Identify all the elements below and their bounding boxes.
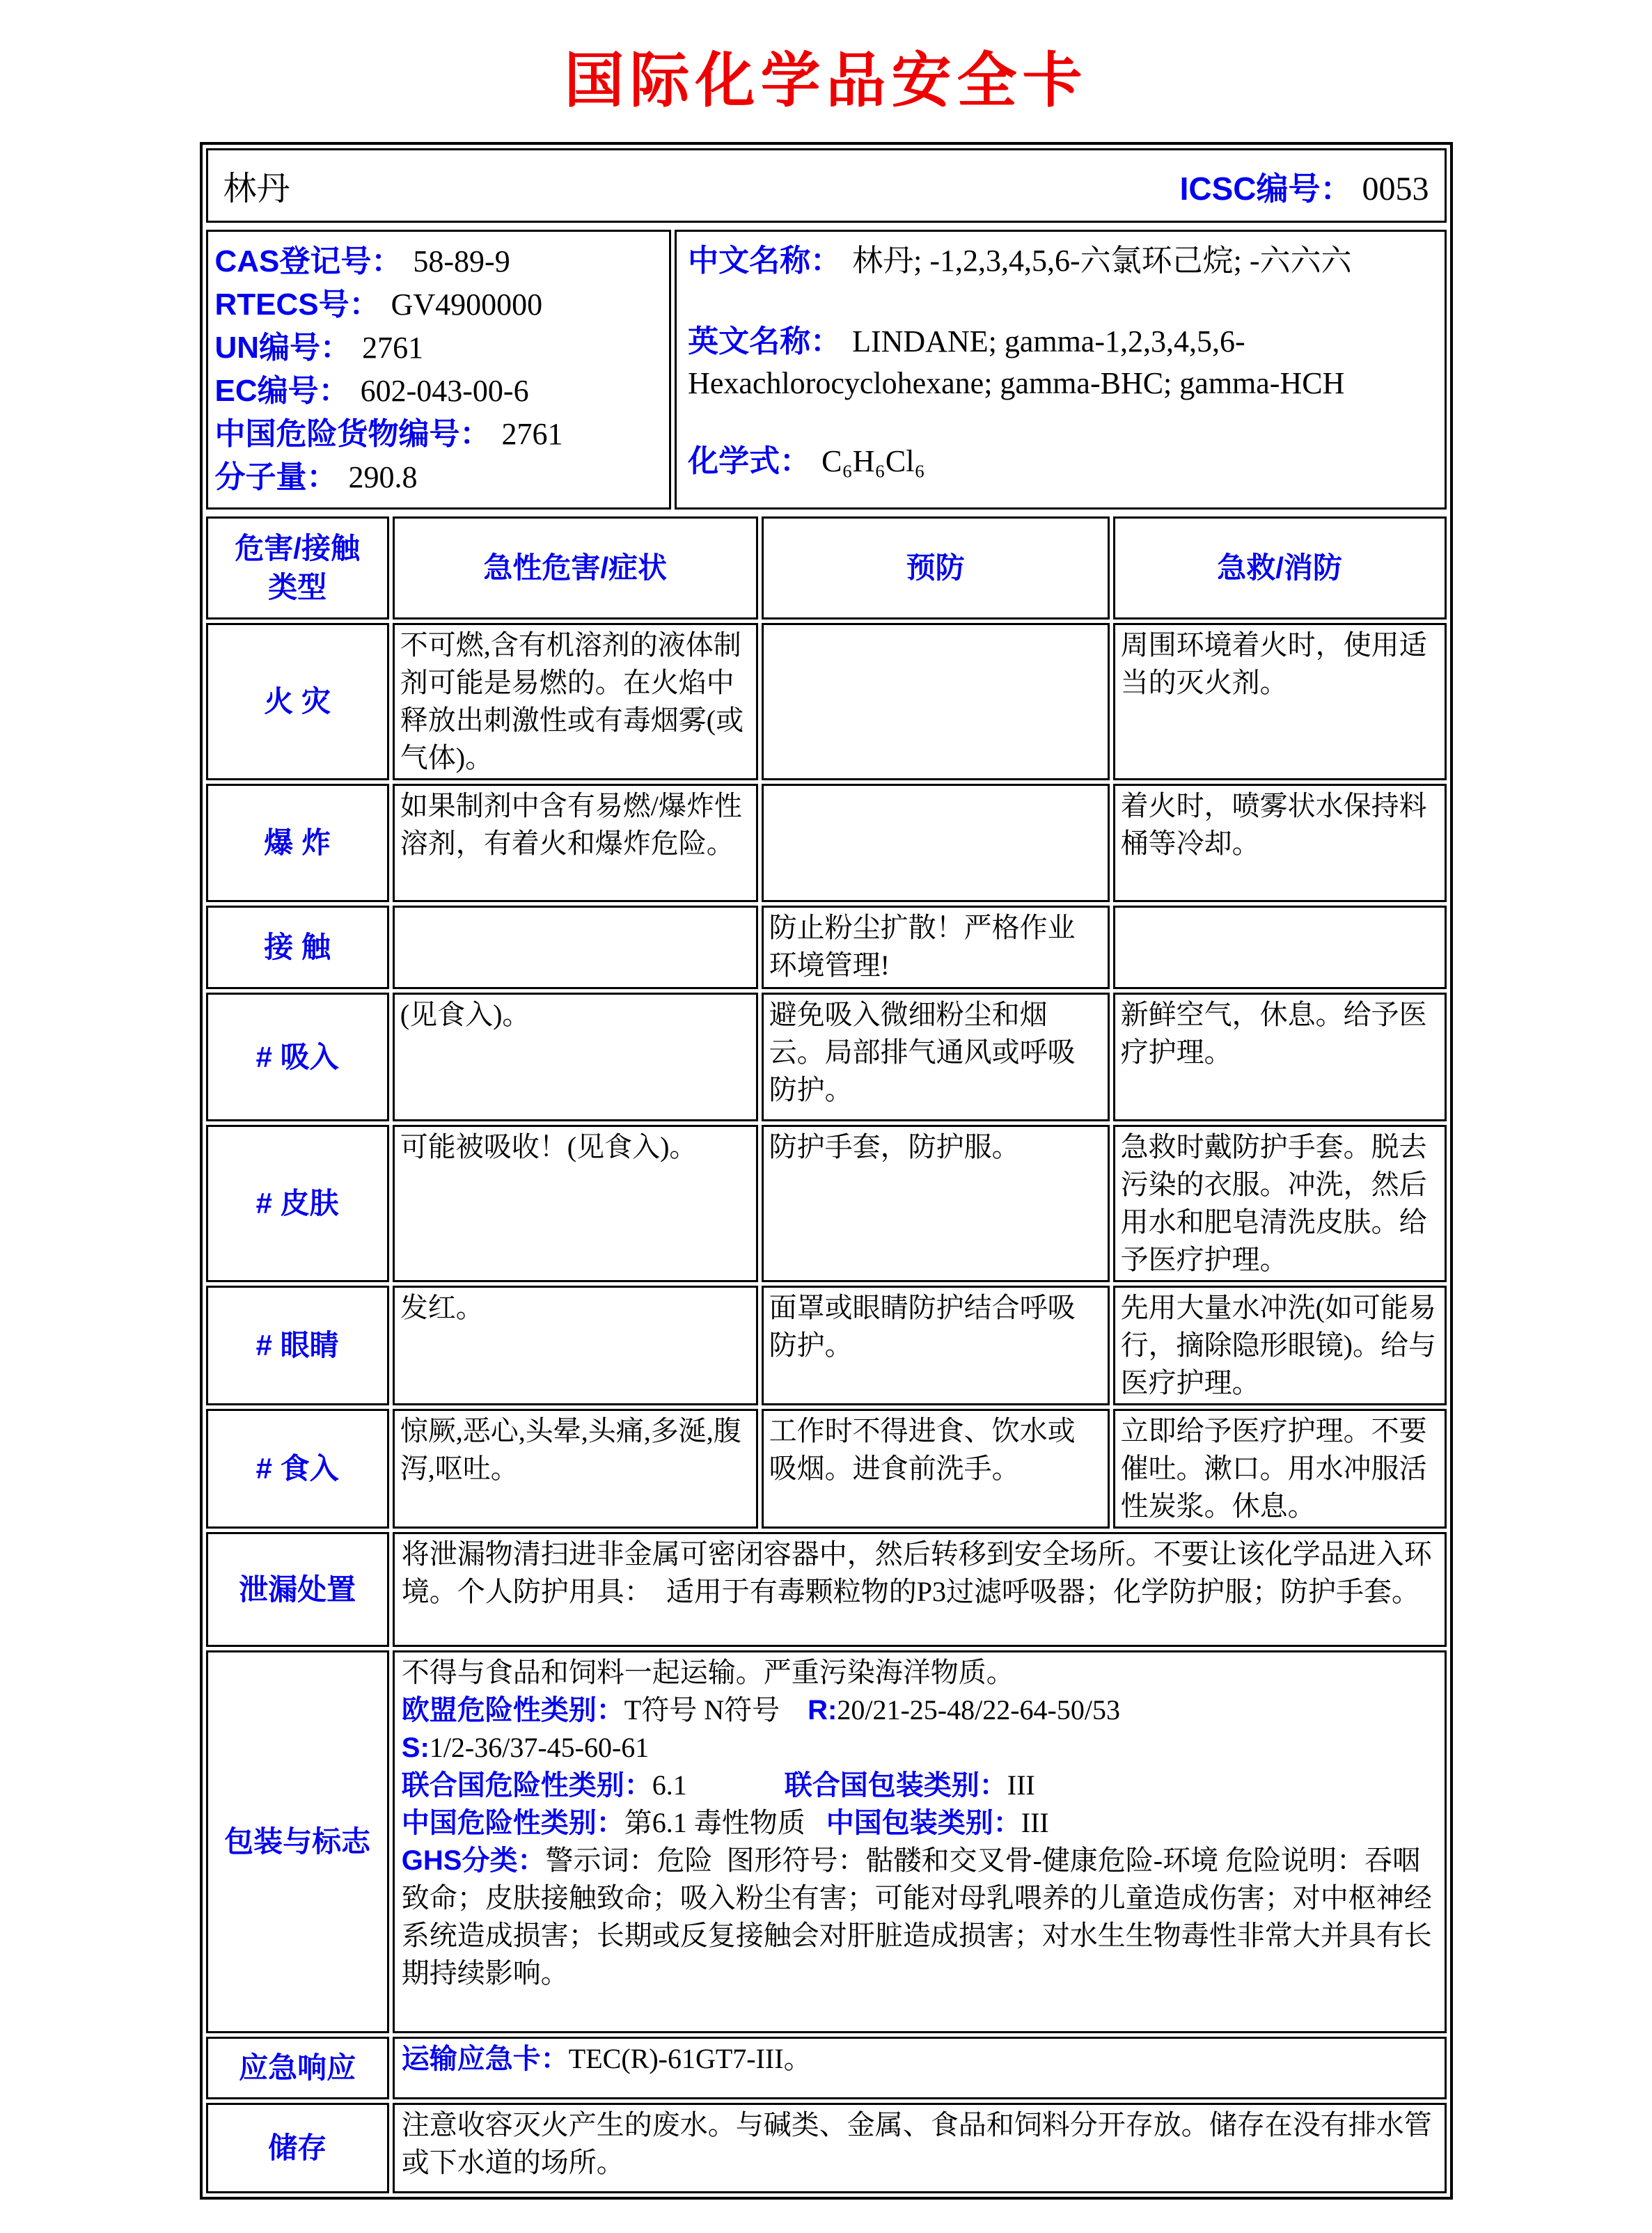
row-exposure-symptoms [393, 906, 758, 989]
row-fire-symptoms: 不可燃,含有机溶剂的液体制剂可能是易燃的。在火焰中释放出刺激性或有毒烟雾(或气体)。 [393, 623, 758, 780]
substance-name: 林丹 [223, 171, 290, 207]
row-eyes [206, 1286, 1447, 1405]
names-cell [675, 230, 1446, 510]
chinese-name-value: 林丹; -1,2,3,4,5,6-六氯环己烷; -六六六 [852, 244, 1352, 278]
row-inhalation-symptoms: (见食入)。 [393, 993, 758, 1121]
row-packaging-label: 包装与标志 [206, 1650, 389, 2033]
page-title: 国际化学品安全卡 [564, 47, 1088, 114]
cas-label: CAS登记号： [214, 244, 402, 278]
formula-label: 化学式： [688, 444, 811, 478]
row-eyes-prevention: 面罩或眼睛防护结合呼吸防护。 [762, 1286, 1110, 1405]
formula-block [688, 441, 1434, 482]
rtecs-value: GV4900000 [391, 287, 543, 322]
row-eyes-firstaid: 先用大量水冲洗(如可能易行，摘除隐形眼镜)。给与医疗护理。 [1113, 1286, 1447, 1405]
row-ingestion-symptoms: 惊厥,恶心,头晕,头痛,多涎,腹泻,呕吐。 [393, 1409, 758, 1529]
molweight-label: 分子量： [214, 460, 338, 494]
icsc-number-group [1180, 164, 1429, 210]
row-spill-content: 将泄漏物清扫进非金属可密闭容器中，然后转移到安全场所。不要让该化学品进入环境。个人防护用具： 适用于有毒颗粒物的P3过滤呼吸器；化学防护服；防护手套。 [393, 1532, 1447, 1647]
chinese-name-label: 中文名称： [688, 244, 842, 278]
english-name-label: 英文名称： [688, 324, 842, 358]
id-row-china-dg [215, 413, 667, 456]
row-fire-prevention [762, 623, 1110, 780]
col-header-firstaid: 急救/消防 [1113, 516, 1447, 620]
row-eyes-symptoms: 发红。 [393, 1286, 758, 1405]
id-row-un [215, 326, 667, 370]
col-header-prevention: 预防 [762, 516, 1110, 620]
row-skin-prevention: 防护手套，防护服。 [762, 1125, 1110, 1282]
row-ingestion-prevention: 工作时不得进食、饮水或吸烟。进食前洗手。 [762, 1409, 1110, 1529]
row-explosion-firstaid: 着火时，喷雾状水保持料桶等冷却。 [1113, 784, 1447, 902]
hazard-table [203, 513, 1450, 2197]
id-row-molweight [215, 456, 667, 499]
molweight-value: 290.8 [348, 460, 418, 494]
col-header-type [206, 516, 389, 620]
row-skin-firstaid: 急救时戴防护手套。脱去污染的衣服。冲洗，然后用水和肥皂清洗皮肤。给予医疗护理。 [1113, 1125, 1447, 1282]
row-ingestion-firstaid: 立即给予医疗护理。不要催吐。漱口。用水冲服活性炭浆。休息。 [1113, 1409, 1447, 1529]
row-exposure [206, 906, 1447, 989]
chinese-name-block [688, 240, 1434, 282]
id-row-cas [215, 240, 667, 283]
row-spill [206, 1532, 1447, 1647]
col-header-type-line2: 类型 [268, 571, 327, 603]
icsc-number-label: ICSC编号： [1179, 171, 1353, 207]
un-value: 2761 [362, 331, 424, 365]
row-exposure-label: 接 触 [206, 906, 389, 989]
row-inhalation-prevention: 避免吸入微细粉尘和烟云。局部排气通风或呼吸防护。 [762, 993, 1110, 1121]
row-explosion-prevention [762, 784, 1110, 902]
row-exposure-firstaid [1113, 906, 1447, 989]
col-header-symptoms: 急性危害/症状 [393, 516, 758, 620]
ec-label: EC编号： [214, 374, 349, 408]
identifiers-cell [206, 230, 672, 510]
row-explosion-label: 爆 炸 [206, 784, 389, 902]
row-fire-label: 火 灾 [206, 623, 389, 780]
china-dg-value: 2761 [501, 417, 563, 451]
row-ingestion-label: # 食入 [206, 1409, 389, 1529]
english-name-value: LINDANE; gamma-1,2,3,4,5,6-Hexachlorocyclohexane; gamma-BHC; gamma-HCH [688, 324, 1345, 400]
hazard-header-row [206, 516, 1447, 620]
row-storage-label: 储存 [206, 2103, 389, 2193]
row-emergency [206, 2037, 1447, 2099]
row-ingestion [206, 1409, 1447, 1529]
row-inhalation [206, 993, 1447, 1121]
row-fire-firstaid: 周围环境着火时，使用适当的灭火剂。 [1113, 623, 1447, 780]
row-spill-label: 泄漏处置 [206, 1532, 389, 1647]
english-name-block [688, 321, 1434, 404]
row-skin-label: # 皮肤 [206, 1125, 389, 1282]
un-label: UN编号： [214, 331, 352, 365]
row-packaging-content: 不得与食品和饲料一起运输。严重污染海洋物质。 欧盟危险性类别：T符号 N符号 R:20/21-25-48/22-64-50/53 S:1/2-36/37-45-60-61 联合国危险性类别：6.1 联合国包装类别：III 中国危险性类别：第6.1 毒性物质 中国包装类别：III GHS分类：警示词：危险 图形符号：骷髅和交叉骨-健康危险-环境 危险说明：吞咽致命；皮肤接触致命；吸入粉尘有害；可能对母乳喂养的儿童造成伤害；对中枢神经系统造成损害；长期或反复接触会对肝脏造成损害；对水生生物毒性非常大并具有长期持续影响。 [393, 1650, 1447, 2033]
col-header-type-line1: 危害/接触 [235, 532, 360, 565]
safety-card [200, 142, 1453, 2200]
row-emergency-label: 应急响应 [206, 2037, 389, 2099]
card-header-section [203, 145, 1450, 226]
row-storage-content: 注意收容灭火产生的废水。与碱类、金属、食品和饲料分开存放。储存在没有排水管或下水道的场所。 [393, 2103, 1447, 2193]
row-eyes-label: # 眼睛 [206, 1286, 389, 1405]
row-skin [206, 1125, 1447, 1282]
cas-value: 58-89-9 [413, 244, 510, 278]
china-dg-label: 中国危险货物编号： [214, 417, 491, 451]
row-inhalation-label: # 吸入 [206, 993, 389, 1121]
formula-value: C₆H₆Cl₆ [821, 444, 925, 478]
row-skin-symptoms: 可能被吸收！(见食入)。 [393, 1125, 758, 1282]
row-inhalation-firstaid: 新鲜空气，休息。给予医疗护理。 [1113, 993, 1447, 1121]
row-packaging [206, 1650, 1447, 2033]
ec-value: 602-043-00-6 [360, 374, 529, 408]
identity-section [203, 226, 1450, 513]
row-explosion [206, 784, 1447, 902]
row-explosion-symptoms: 如果制剂中含有易燃/爆炸性溶剂，有着火和爆炸危险。 [393, 784, 758, 902]
id-row-rtecs [215, 283, 667, 326]
row-fire [206, 623, 1447, 780]
id-row-ec [215, 370, 667, 413]
row-exposure-prevention: 防止粉尘扩散！严格作业环境管理! [762, 906, 1110, 989]
card-header-cell [206, 148, 1447, 223]
rtecs-label: RTECS号： [214, 287, 380, 322]
row-emergency-content: 运输应急卡：TEC(R)-61GT7-III。 [393, 2037, 1447, 2099]
icsc-number-value: 0053 [1362, 171, 1429, 207]
row-storage [206, 2103, 1447, 2193]
